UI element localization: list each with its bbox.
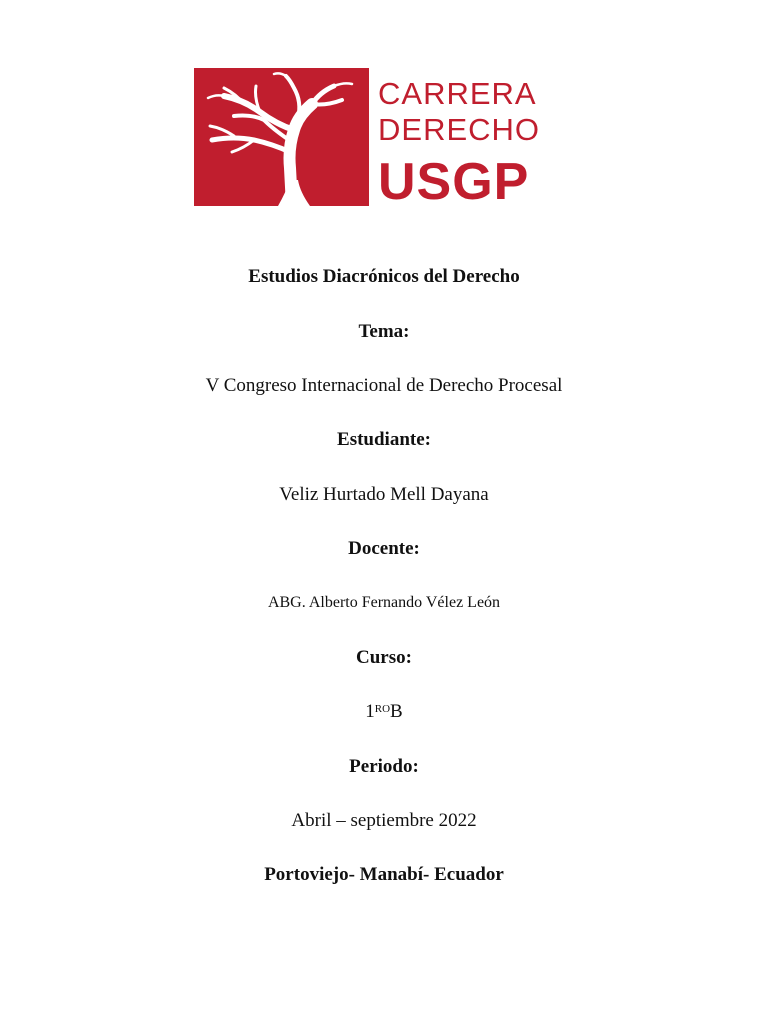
curso-label: Curso: xyxy=(356,647,412,668)
curso-number: 1 xyxy=(365,701,375,722)
docente-value: ABG. Alberto Fernando Vélez León xyxy=(267,594,501,611)
curso-letter: B xyxy=(390,701,403,722)
logo-text-usgp: USGP xyxy=(378,153,530,211)
periodo-value: Abril – septiembre 2022 xyxy=(291,810,477,831)
logo-text-carrera: CARRERA xyxy=(378,76,537,111)
logo-emblem xyxy=(194,68,369,206)
estudiante-label: Estudiante: xyxy=(337,429,431,450)
curso-value xyxy=(0,700,768,724)
estudiante-value: Veliz Hurtado Mell Dayana xyxy=(279,484,489,505)
tema-label: Tema: xyxy=(358,321,410,342)
university-logo xyxy=(194,68,574,211)
subject-title: Estudios Diacrónicos del Derecho xyxy=(248,266,520,287)
logo-text-derecho: DERECHO xyxy=(378,112,541,147)
curso-superscript: RO xyxy=(374,703,391,715)
periodo-label: Periodo: xyxy=(349,756,419,777)
docente-label: Docente: xyxy=(348,538,420,559)
tema-value: V Congreso Internacional de Derecho Procesal xyxy=(205,375,563,396)
tree-icon xyxy=(194,68,369,206)
location: Portoviejo- Manabí- Ecuador xyxy=(264,864,504,885)
